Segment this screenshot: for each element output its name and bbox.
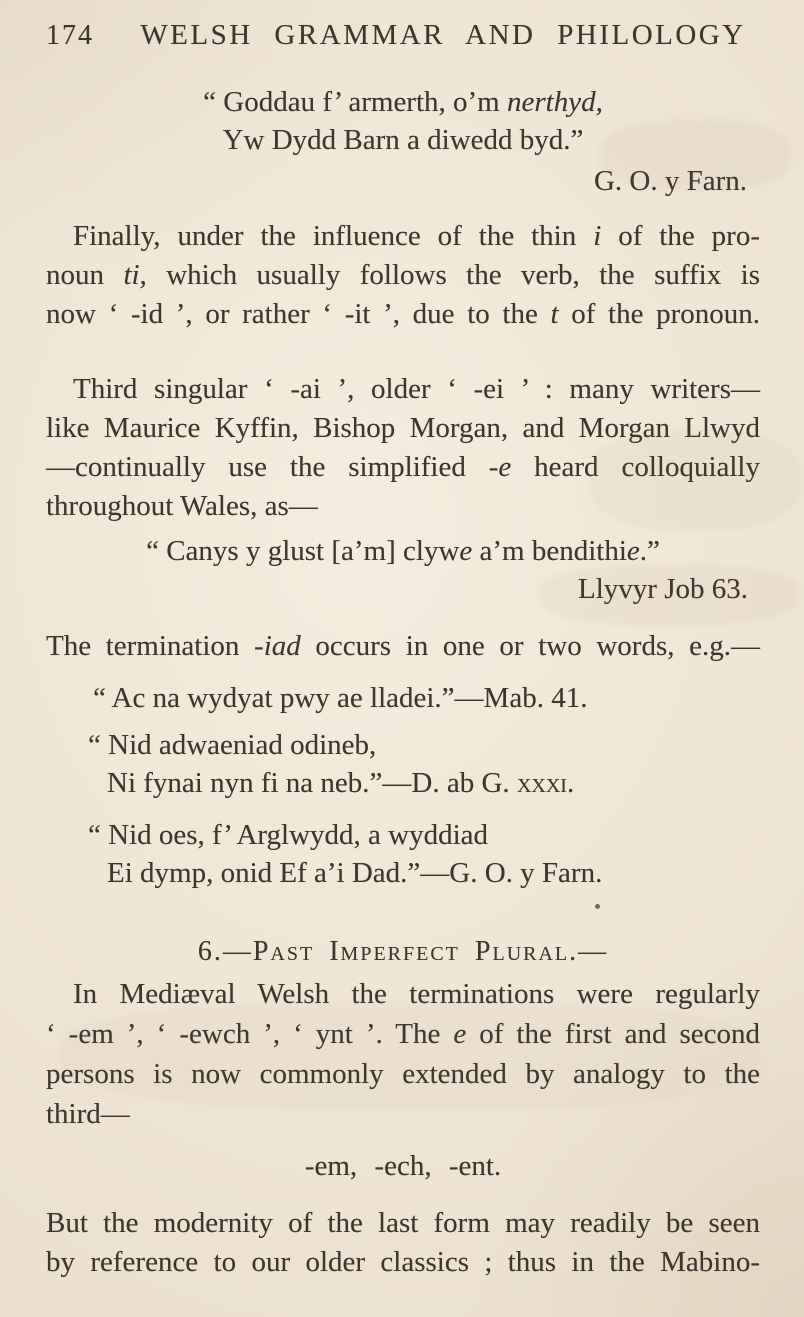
text-line	[46, 816, 760, 854]
page-number: 174	[46, 20, 94, 51]
text-line	[46, 532, 760, 570]
text-run: ‘ -em ’, ‘ -ewch ’, ‘ ynt ’. The	[46, 1018, 454, 1050]
text-run: “ Ac na wydyat pwy ae lladei.”—Mab. 41.	[93, 682, 588, 714]
text-run: which usually follows the verb, the suffix is	[146, 259, 760, 291]
text-run: like Maurice Kyffin, Bishop Morgan, and Morgan Llwyd	[46, 412, 760, 444]
small-caps-text: Past Imperfect Plural	[252, 936, 570, 967]
italic-text: -e	[488, 451, 512, 483]
italic-text: i	[593, 220, 602, 252]
text-run: Llyvyr Job 63.	[578, 573, 748, 605]
text-run: third—	[46, 1098, 130, 1130]
running-header	[46, 18, 760, 53]
italic-text: -iad	[254, 630, 301, 662]
text-line	[46, 448, 760, 487]
text-run: The termination	[46, 630, 255, 662]
text-run: Ni fynai nyn fi na neb.”—D. ab G.	[107, 767, 517, 799]
text-line	[46, 726, 760, 764]
ink-speck	[595, 904, 600, 909]
text-line	[46, 83, 760, 121]
page-content	[46, 83, 760, 1282]
citation-go-farn	[46, 816, 760, 892]
text-run: Ei dymp, onid Ef a’i Dad.”—G. O. y Farn.	[107, 857, 603, 889]
text-run: persons is now commonly extended by analogy to the	[46, 1058, 760, 1090]
paragraph-finally	[46, 217, 760, 334]
italic-text: t	[550, 298, 559, 330]
text-line	[46, 1094, 760, 1134]
text-line	[46, 570, 748, 608]
paragraph-termination-iad	[46, 627, 760, 666]
italic-text: nerthyd,	[507, 86, 603, 118]
text-line	[46, 1147, 760, 1186]
italic-text: ti,	[123, 259, 147, 291]
text-run: occurs in one or two words, e.g.—	[300, 630, 760, 662]
text-line	[46, 121, 760, 159]
opening-verse-attribution	[46, 162, 760, 200]
text-run: —continually use the simplified	[46, 451, 489, 483]
text-run: .”	[639, 535, 660, 567]
text-run: now ‘ -id ’, or rather ‘ -it ’, due to the	[46, 298, 551, 330]
text-line	[46, 1014, 760, 1054]
text-run: But the modernity of the last form may readily be seen	[46, 1207, 760, 1239]
text-run: of the pro-	[601, 220, 760, 252]
text-run: Finally, under the influence of the thin	[73, 220, 594, 252]
text-line	[46, 854, 760, 892]
text-line	[46, 370, 760, 409]
text-line	[46, 1243, 760, 1282]
text-line	[46, 627, 760, 666]
text-line	[46, 974, 760, 1014]
text-line	[46, 679, 760, 717]
terminations-line	[46, 1147, 760, 1186]
text-line	[46, 487, 760, 526]
text-run: Yw Dydd Barn a diwedd byd.”	[222, 124, 584, 156]
paragraph-third-singular	[46, 370, 760, 526]
small-caps-text: xxxi	[516, 767, 567, 799]
text-run: noun	[46, 259, 124, 291]
text-run: a’m bendithi	[472, 535, 627, 567]
text-run: heard colloquially	[511, 451, 760, 483]
text-run: of the pronoun.	[558, 298, 761, 330]
text-run: throughout Wales, as—	[46, 490, 318, 522]
text-run: by reference to our older classics ; thus in the Mabino-	[46, 1246, 760, 1278]
text-run: “ Nid oes, f’ Arglwydd, a wyddiad	[88, 819, 489, 851]
page-title: WELSH GRAMMAR AND PHILOLOGY	[140, 19, 746, 51]
italic-text: e	[453, 1018, 467, 1050]
text-run: G. O. y Farn.	[593, 165, 747, 197]
citation-dab-g	[46, 726, 760, 802]
text-run: 6.—	[197, 936, 253, 967]
text-line	[46, 217, 760, 256]
text-line	[46, 162, 747, 200]
text-line	[46, 1204, 760, 1243]
text-line	[46, 932, 760, 972]
text-line	[46, 1054, 760, 1094]
quote-canys-attribution	[46, 570, 760, 608]
text-line	[46, 409, 760, 448]
text-run: .	[566, 767, 575, 799]
italic-text: e	[459, 535, 473, 567]
text-line	[46, 256, 760, 295]
text-run: “ Canys y glust [a’m] clyw	[146, 535, 460, 567]
section-heading	[46, 932, 760, 972]
italic-text: e	[626, 535, 640, 567]
paragraph-in-mediaeval	[46, 974, 760, 1134]
opening-verse	[46, 83, 760, 159]
text-run: of the first and second	[466, 1018, 760, 1050]
text-run: .—	[569, 936, 609, 967]
text-run: -em, -ech, -ent.	[304, 1150, 502, 1182]
text-line	[46, 764, 760, 802]
text-run: Third singular ‘ -ai ’, older ‘ -ei ’ : many writers—	[73, 373, 760, 405]
text-run: In Mediæval Welsh the terminations were regularly	[73, 978, 760, 1010]
text-line	[46, 295, 760, 334]
paragraph-but-modernity	[46, 1204, 760, 1282]
citation-mab	[46, 679, 760, 717]
quote-canys	[46, 532, 760, 570]
text-run: “ Goddau f’ armerth, o’m	[203, 86, 507, 118]
text-run: “ Nid adwaeniad odineb,	[88, 729, 377, 761]
